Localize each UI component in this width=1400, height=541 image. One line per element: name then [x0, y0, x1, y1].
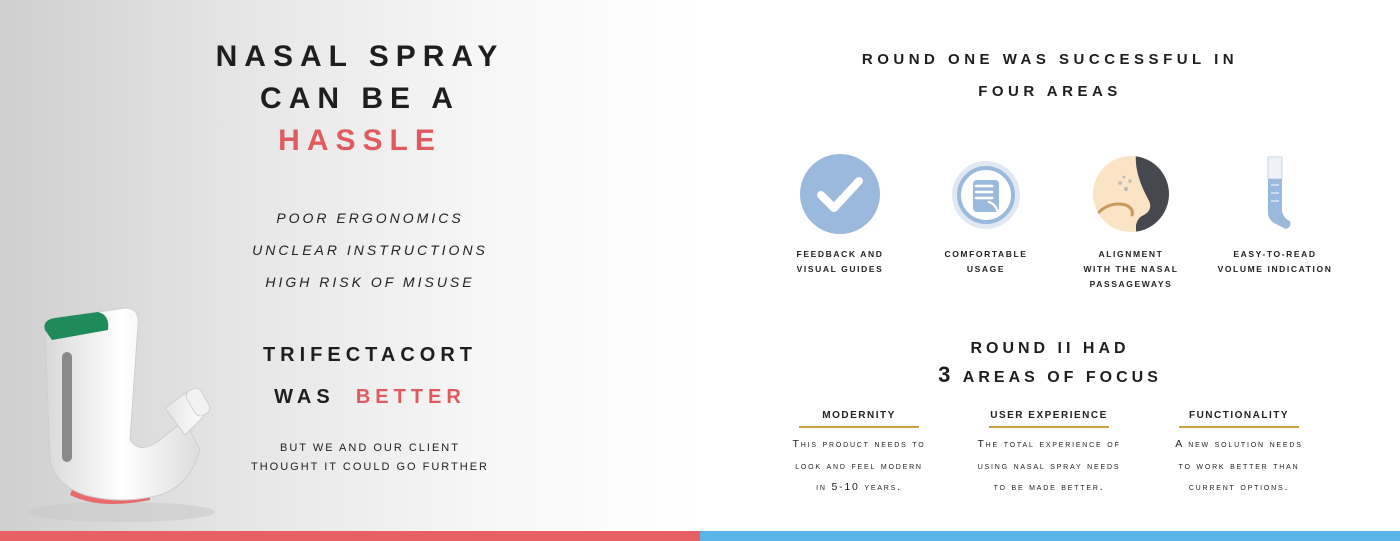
right-panel: [700, 0, 1400, 531]
focus-line: in 5-10 years.: [816, 481, 902, 493]
round-two-number: 3: [938, 362, 955, 387]
focus-text-user-experience: [959, 434, 1139, 499]
round-two-line-2: [850, 362, 1250, 391]
note-line-1: BUT WE AND OUR CLIENT: [280, 442, 460, 454]
round-two-heading: [850, 336, 1250, 391]
focus-line: This product needs to: [792, 438, 926, 450]
focus-text-functionality: [1149, 434, 1329, 499]
round-two-rest: AREAS OF FOCUS: [962, 369, 1162, 386]
area-label-line: USAGE: [966, 264, 1006, 274]
bottom-bar-red: [0, 531, 700, 541]
focus-line: A new solution needs: [1175, 438, 1303, 450]
focus-title-modernity: MODERNITY: [799, 410, 919, 428]
problem-list: [220, 202, 520, 298]
area-label-line: EASY-TO-READ: [1233, 249, 1317, 259]
product-verdict: [220, 376, 520, 418]
area-label-alignment: [1056, 247, 1206, 292]
focus-line: to be made better.: [993, 481, 1105, 493]
round-one-line-2: FOUR AREAS: [978, 83, 1122, 100]
problem-item: UNCLEAR INSTRUCTIONS: [252, 242, 488, 258]
focus-text-modernity: [769, 434, 949, 499]
focus-line: to work better than: [1178, 459, 1300, 472]
area-label-comfort: [911, 247, 1061, 277]
problem-item: POOR ERGONOMICS: [276, 210, 464, 226]
area-label-feedback: [765, 247, 915, 277]
closing-note: [220, 439, 520, 477]
area-label-line: ALIGNMENT: [1098, 249, 1164, 259]
focus-title-functionality: FUNCTIONALITY: [1179, 410, 1299, 428]
focus-line: current options.: [1188, 481, 1290, 493]
headline-accent: HASSLE: [278, 124, 442, 157]
left-panel: [0, 0, 700, 531]
area-label-line: WITH THE NASAL: [1083, 264, 1179, 274]
checkmark-icon: [799, 153, 881, 235]
verdict-accent: BETTER: [355, 386, 466, 408]
headline: [170, 36, 550, 162]
area-label-line: VISUAL GUIDES: [796, 264, 884, 274]
round-one-heading: [800, 44, 1300, 108]
volume-gauge-icon: [1250, 155, 1300, 235]
product-name: TRIFECTACORT: [262, 344, 478, 366]
nasal-spray-device-image: [0, 290, 240, 530]
nose-spray-icon: [1090, 153, 1172, 235]
problem-item: HIGH RISK OF MISUSE: [265, 274, 475, 290]
focus-line: using nasal spray needs: [977, 459, 1121, 472]
focus-line: The total experience of: [977, 438, 1121, 450]
note-line-2: THOUGHT IT COULD GO FURTHER: [251, 461, 489, 473]
area-label-volume: [1200, 247, 1350, 277]
focus-line: look and feel modern: [795, 459, 923, 472]
bottom-bar-blue: [700, 531, 1400, 541]
hand-grip-icon: [951, 160, 1021, 230]
product-statement: [220, 334, 520, 418]
round-two-line-1: ROUND II HAD: [970, 340, 1130, 357]
round-one-line-1: ROUND ONE WAS SUCCESSFUL IN: [861, 51, 1239, 68]
area-label-line: FEEDBACK AND: [796, 249, 884, 259]
headline-line-1: NASAL SPRAY: [215, 40, 505, 73]
area-label-line: VOLUME INDICATION: [1217, 264, 1333, 274]
verdict-prefix: WAS: [274, 386, 335, 408]
focus-title-user-experience: USER EXPERIENCE: [989, 410, 1109, 428]
headline-line-2: CAN BE A: [260, 82, 460, 115]
area-label-line: PASSAGEWAYS: [1089, 279, 1173, 289]
area-label-line: COMFORTABLE: [944, 249, 1028, 259]
